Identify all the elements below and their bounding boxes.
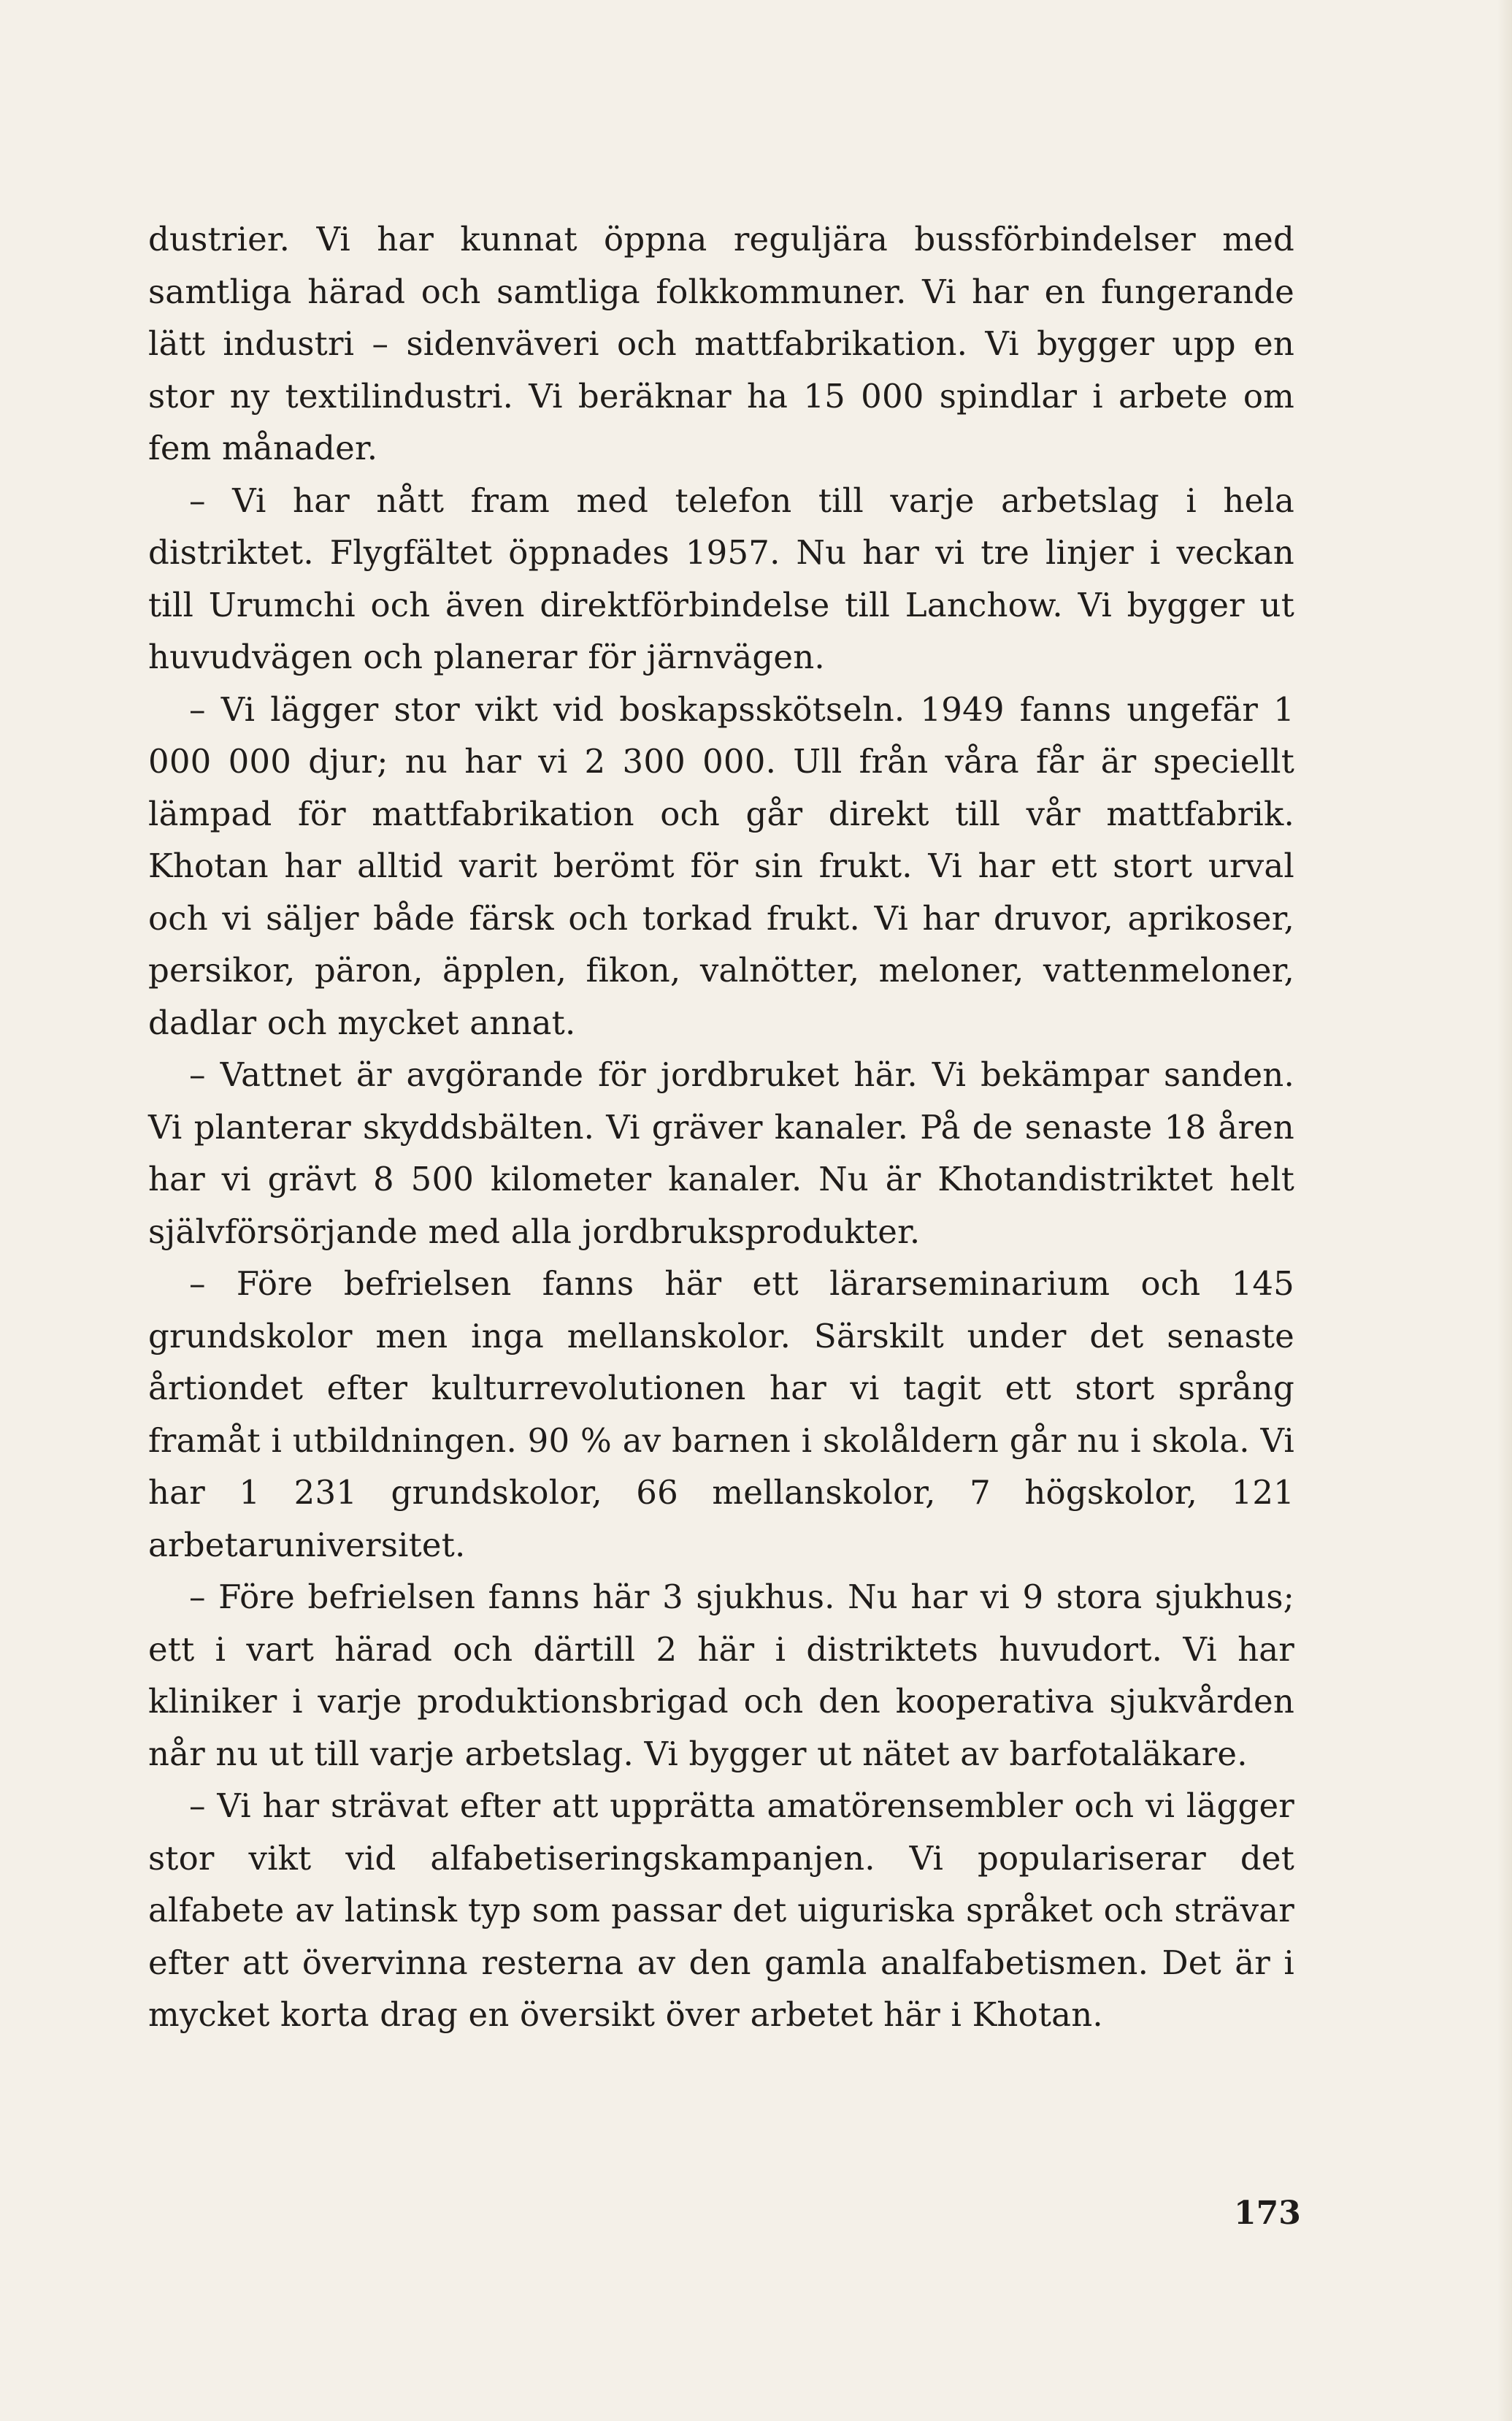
paragraph-2: – Vi har nått fram med telefon till varje arbetslag i hela distriktet. Flygfältet öppnades 1957. Nu har vi tre linjer i veckan till Urumchi och även direktförbindelse till Lanchow. Vi bygger ut huvudvägen och planerar för järnvägen. [148,481,1294,676]
page-number: 173 [1234,2195,1301,2232]
paragraph-1: dustrier. Vi har kunnat öppna reguljära bussförbindelser med samtliga härad och samtliga folkkommuner. Vi har en fungerande lätt industri – sidenväveri och mattfabrikation. Vi bygger upp en stor ny textilindustri. Vi beräknar ha 15 000 spindlar i arbete om fem månader. [148,220,1294,467]
paragraph-6: – Före befrielsen fanns här 3 sjukhus. Nu har vi 9 stora sjukhus; ett i vart härad och därtill 2 här i distriktets huvudort. Vi har kliniker i varje produktionsbrigad och den kooperativa sjukvården når nu ut till varje arbetslag. Vi bygger ut nätet av barfotaläkare. [148,1577,1294,1773]
page-edge-shadow [1497,0,1512,2421]
paragraph-5: – Före befrielsen fanns här ett lärarseminarium och 145 grundskolor men inga mellanskolor. Särskilt under det senaste årtiondet efter kulturrevolutionen har vi tagit ett stort språng framåt i utbildningen. 90 % av barnen i skolåldern går nu i skola. Vi har 1 231 grundskolor, 66 mellanskolor, 7 högskolor, 121 arbetaruniversitet. [148,1264,1294,1564]
paragraph-7: – Vi har strävat efter att upprätta amatörensembler och vi lägger stor vikt vid alfabetiseringskampanjen. Vi populariserar det alfabete av latinsk typ som passar det uiguriska språket och strävar efter att övervinna resterna av den gamla analfabetismen. Det är i mycket korta drag en översikt över arbetet här i Khotan. [148,1786,1294,2034]
paragraph-4: – Vattnet är avgörande för jordbruket här. Vi bekämpar sanden. Vi planterar skyddsbälten. Vi gräver kanaler. På de senaste 18 åren har vi grävt 8 500 kilometer kanaler. Nu är Khotandistriktet helt självförsörjande med alla jordbruksprodukter. [148,1055,1294,1251]
body-text [148,213,1294,2041]
paragraph-3: – Vi lägger stor vikt vid boskapsskötseln. 1949 fanns ungefär 1 000 000 djur; nu har vi 2 300 000. Ull från våra får är speciellt lämpad för mattfabrikation och går direkt till vår mattfabrik. Khotan har alltid varit berömt för sin frukt. Vi har ett stort urval och vi säljer både färsk och torkad frukt. Vi har druvor, aprikoser, persikor, päron, äpplen, fikon, valnötter, meloner, vattenmeloner, dadlar och mycket annat. [148,689,1294,1042]
